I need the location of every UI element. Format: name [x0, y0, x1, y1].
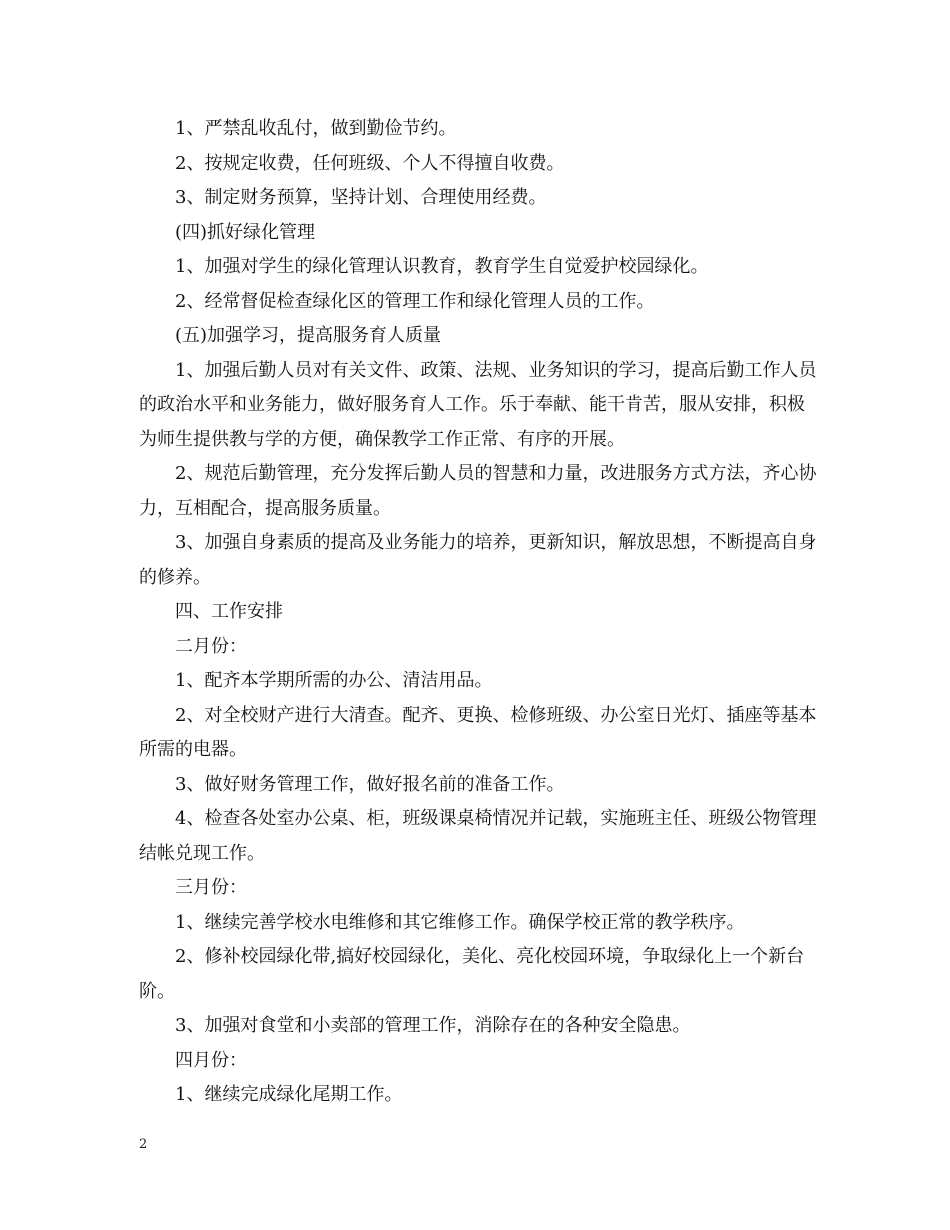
paragraph: 1、加强对学生的绿化管理认识教育，教育学生自觉爱护校园绿化。 [175, 256, 709, 277]
paragraph: 2、修补校园绿化带,搞好校园绿化，美化、亮化校园环境，争取绿化上一个新台阶。 [139, 946, 805, 1002]
document-body [139, 112, 819, 1113]
paragraph: 1、继续完成绿化尾期工作。 [175, 1084, 403, 1105]
paragraph: 1、加强后勤人员对有关文件、政策、法规、业务知识的学习，提高后勤工作人员的政治水平和业务能力，做好服务育人工作。乐于奉献、能干肯苦，服从安排，积极为师生提供教与学的方便，确保教学工作正常、有序的开展。 [139, 359, 817, 450]
paragraph: 2、按规定收费，任何班级、个人不得擅自收费。 [175, 152, 565, 174]
paragraph: 1、配齐本学期所需的办公、清洁用品。 [175, 670, 493, 691]
paragraph: 3、制定财务预算，坚持计划、合理使用经费。 [175, 187, 547, 208]
section-heading: 四、工作安排 [175, 601, 283, 622]
month-heading: 四月份： [175, 1049, 247, 1071]
month-heading: 三月份： [175, 877, 247, 898]
paragraph: 3、做好财务管理工作，做好报名前的准备工作。 [175, 773, 565, 795]
paragraph: 2、对全校财产进行大清查。配齐、更换、检修班级、办公室日光灯、插座等基本所需的电器。 [139, 704, 817, 760]
paragraph: 2、规范后勤管理，充分发挥后勤人员的智慧和力量，改进服务方式方法，齐心协力，互相配合，提高服务质量。 [139, 463, 817, 519]
section-heading: (五)加强学习，提高服务育人质量 [175, 325, 442, 346]
paragraph: 1、严禁乱收乱付，做到勤俭节约。 [175, 118, 457, 139]
section-heading: (四)抓好绿化管理 [175, 221, 316, 243]
paragraph: 3、加强自身素质的提高及业务能力的培养，更新知识，解放思想，不断提高自身的修养。 [139, 532, 817, 588]
paragraph: 2、经常督促检查绿化区的管理工作和绿化管理人员的工作。 [175, 290, 655, 312]
paragraph: 1、继续完善学校水电维修和其它维修工作。确保学校正常的教学秩序。 [175, 911, 745, 933]
page-number: 2 [139, 1137, 148, 1152]
paragraph: 4、检查各处室办公桌、柜，班级课桌椅情况并记载，实施班主任、班级公物管理结帐兑现工作。 [139, 808, 817, 864]
month-heading: 二月份： [175, 635, 247, 657]
paragraph: 3、加强对食堂和小卖部的管理工作，消除存在的各种安全隐患。 [175, 1015, 691, 1036]
